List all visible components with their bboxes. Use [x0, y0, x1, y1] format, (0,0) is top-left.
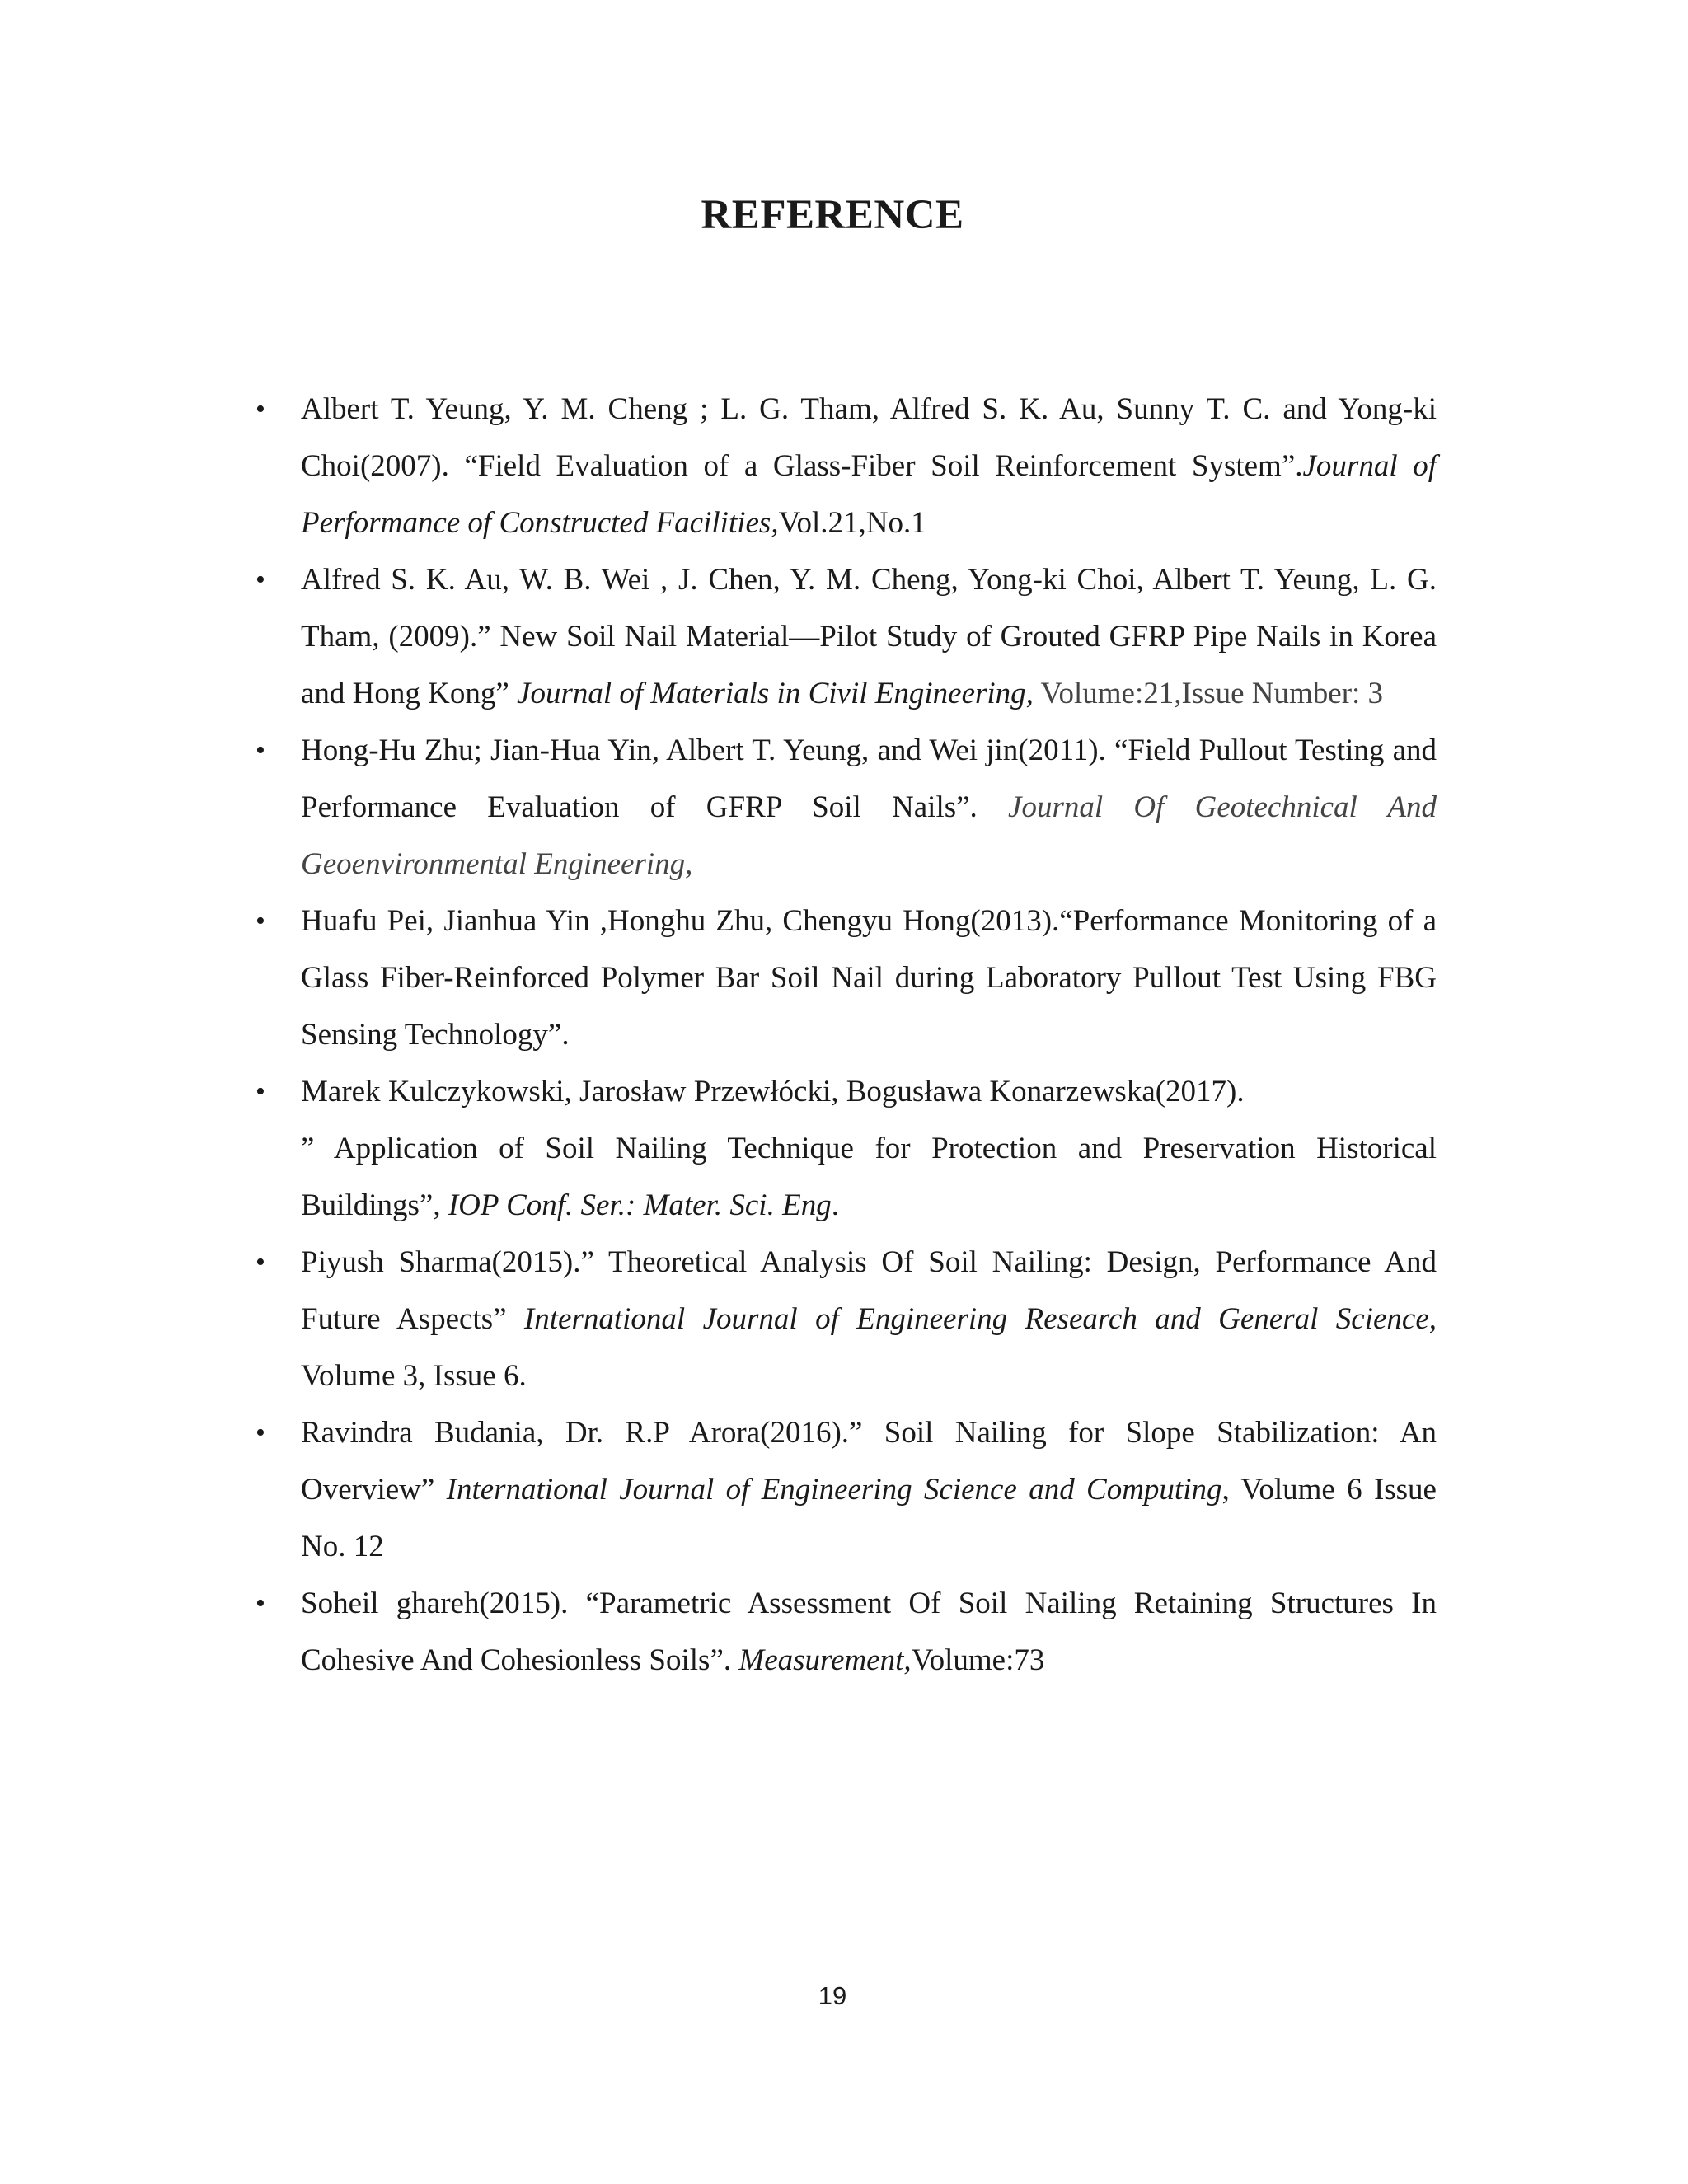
reference-journal: International Journal of Engineering Science and Computing: [446, 1473, 1222, 1507]
reference-journal: Journal Of Geotechnical And Geoenvironmental Engineering,: [301, 790, 1437, 881]
reference-continuation: [301, 1120, 1437, 1234]
reference-item: [256, 381, 1437, 551]
reference-journal: Measurement,: [738, 1643, 912, 1677]
reference-journal: IOP Conf. Ser.: Mater. Sci. Eng: [448, 1188, 832, 1222]
reference-journal: International Journal of Engineering Research and General Science,: [523, 1302, 1437, 1336]
reference-authors: Alfred S. K. Au, W. B. Wei , J. Chen, Y. M. Cheng, Yong-ki Choi, Albert T. Yeung, L. G. Tham, (2009).” New Soil Nail Material—Pilot Study of Grouted GFRP Pipe Nails in Korea and Hong Kong”: [301, 563, 1437, 710]
reference-item: [256, 1234, 1437, 1404]
reference-details: .: [831, 1188, 839, 1222]
bullet-icon: •: [256, 1247, 265, 1277]
reference-journal: Journal of Performance of Constructed Facilities,: [301, 449, 1437, 540]
reference-item: [256, 551, 1437, 722]
reference-details: , Volume 6 Issue No. 12: [301, 1473, 1437, 1563]
bullet-icon: •: [256, 394, 265, 424]
reference-authors: Hong-Hu Zhu; Jian-Hua Yin, Albert T. Yeung, and Wei jin(2011). “Field Pullout Testing and Performance Evaluation of GFRP Soil Nails”.: [301, 733, 1437, 824]
reference-list: [256, 381, 1437, 1689]
reference-item: [256, 722, 1437, 893]
reference-authors: Marek Kulczykowski, Jarosław Przewłócki, Bogusława Konarzewska(2017).: [301, 1075, 1245, 1108]
reference-authors: Ravindra Budania, Dr. R.P Arora(2016).” Soil Nailing for Slope Stabilization: An Overview”: [301, 1416, 1437, 1507]
reference-authors: Huafu Pei, Jianhua Yin ,Honghu Zhu, Chengyu Hong(2013).“Performance Monitoring of a Glass Fiber-Reinforced Polymer Bar Soil Nail during Laboratory Pullout Test Using FBG Sensing Technology”.: [301, 904, 1437, 1052]
bullet-icon: •: [256, 1076, 265, 1107]
reference-authors: Piyush Sharma(2015).” Theoretical Analysis Of Soil Nailing: Design, Performance And Future Aspects”: [301, 1245, 1437, 1336]
page-title: REFERENCE: [701, 192, 964, 238]
reference-authors: Albert T. Yeung, Y. M. Cheng ; L. G. Tham, Alfred S. K. Au, Sunny T. C. and Yong-ki Choi(2007). “Field Evaluation of a Glass-Fiber Soil Reinforcement System”.: [301, 392, 1437, 483]
reference-details: Volume:73: [911, 1643, 1045, 1677]
page-number: 19: [818, 1981, 847, 2010]
bullet-icon: •: [256, 1418, 265, 1448]
bullet-icon: •: [256, 906, 265, 936]
reference-item: [256, 1575, 1437, 1689]
reference-item: [256, 893, 1437, 1063]
reference-details: Vol.21,No.1: [778, 506, 926, 540]
reference-details: Volume:21,Issue Number: 3: [1033, 677, 1384, 710]
bullet-icon: •: [256, 1588, 265, 1619]
bullet-icon: •: [256, 735, 265, 766]
reference-item: [256, 1404, 1437, 1575]
reference-details: Volume 3, Issue 6.: [301, 1359, 527, 1393]
reference-authors: Soheil ghareh(2015). “Parametric Assessment Of Soil Nailing Retaining Structures In Cohesive And Cohesionless Soils”.: [301, 1586, 1437, 1677]
reference-journal: Journal of Materials in Civil Engineering,: [517, 677, 1034, 710]
reference-title: ” Application of Soil Nailing Technique for Protection and Preservation Historical Buildings”,: [301, 1132, 1437, 1222]
reference-item: [256, 1063, 1437, 1234]
bullet-icon: •: [256, 565, 265, 595]
